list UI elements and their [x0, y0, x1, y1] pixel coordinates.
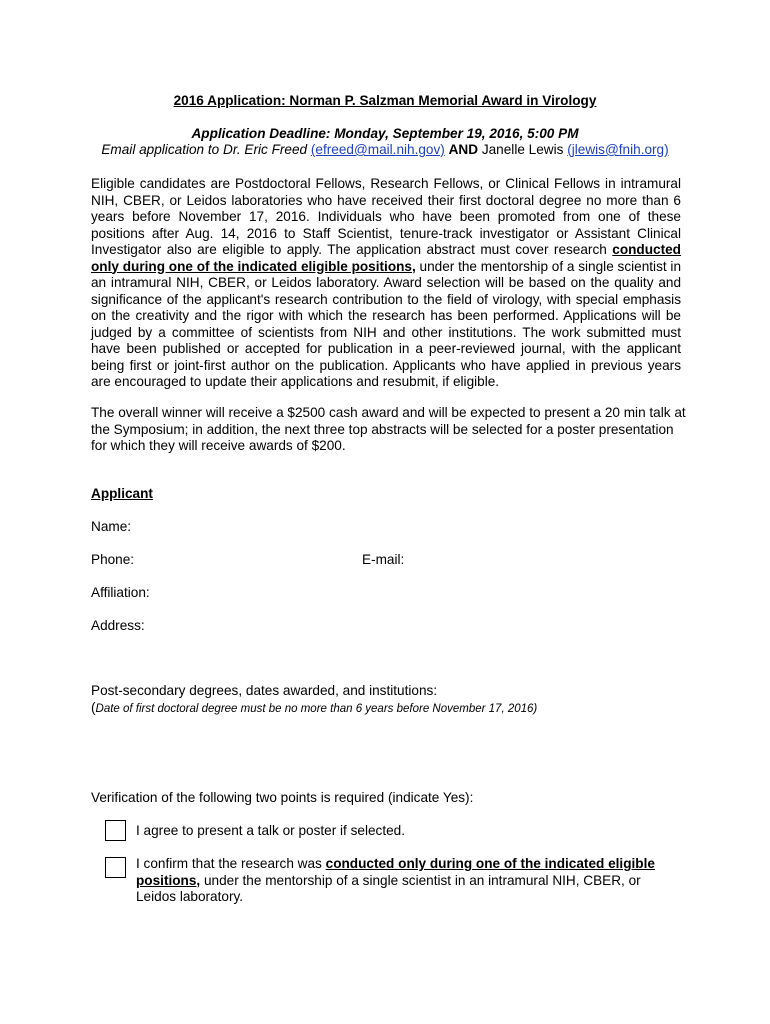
confirm-research-checkbox[interactable] [105, 857, 126, 878]
eligibility-text-part1: Eligible candidates are Postdoctoral Fellows, Research Fellows, or Clinical Fellows in intramural NIH, CBER, or Leidos laboratories who have received their first doctoral degree no more than 6 years before November 17, 2016. Individuals who have been promoted from one of these positions after Aug. 14, 2016 to Staff Scientist, tenure-track investigator or Assistant Clinical Investigator also are eligible to apply. The application abstract must cover research [91, 176, 681, 257]
agree-present-text: I agree to present a talk or poster if selected. [136, 823, 406, 838]
email-instructions [0, 142, 770, 159]
verification-label: Verification of the following two points is required (indicate Yes): [91, 790, 474, 805]
eligibility-text-part2: under the mentorship of a single scientist in an intramural NIH, CBER, or Leidos laboratory. Award selection will be based on the quality and significance of the applicant's research contribution to the field of virology, with special emphasis on the creativity and the rigor with which the research has been performed. Applications will be judged by a committee of scientists from NIH and other institutions. The work submitted must have been published or accepted for publication in a peer-reviewed journal, with the applicant being first or joint-first author on the publication. Applicants who have applied in previous years are encouraged to update their applications and resubmit, if eligible. [91, 258, 682, 389]
degrees-note-paren: ( [91, 700, 96, 715]
eligibility-emphasis: conducted only during one of the indicated eligible positions, [91, 242, 681, 274]
address-label: Address: [91, 618, 145, 633]
efreed-email-link[interactable]: (efreed@mail.nih.gov) [310, 142, 445, 157]
name-label: Name: [91, 519, 132, 534]
email-instructions-label: Email application to Dr. Eric Freed [101, 142, 308, 157]
agree-present-checkbox[interactable] [105, 820, 126, 841]
document-title: 2016 Application: Norman P. Salzman Memorial Award in Virology [173, 93, 597, 108]
application-deadline: Application Deadline: Monday, September 19, 2016, 5:00 PM [191, 126, 579, 141]
award-paragraph: The overall winner will receive a $2500 cash award and will be expected to present a 20 min talk at the Symposium; in addition, the next three top abstracts will be selected for a poster presentation for which they will receive awards of $200. [91, 405, 686, 453]
confirm-text-emphasis: conducted only during one of the indicated eligible positions, [136, 856, 655, 888]
degrees-note [91, 700, 537, 718]
confirm-text-pre: I confirm that the research was [136, 856, 322, 871]
confirm-research-text [136, 856, 676, 906]
degrees-note-text: Date of first doctoral degree must be no more than 6 years before November 17, 2016) [95, 703, 538, 715]
eligibility-paragraph [91, 176, 681, 391]
confirm-text-post: under the mentorship of a single scientist in an intramural NIH, CBER, or Leidos laboratory. [136, 872, 641, 904]
and-text: AND [448, 142, 479, 157]
jlewis-email-link[interactable]: (jlewis@fnih.org) [567, 142, 669, 157]
degrees-label: Post-secondary degrees, dates awarded, and institutions: [91, 683, 438, 698]
applicant-heading: Applicant [91, 486, 153, 501]
second-contact-name: Janelle Lewis [481, 142, 564, 157]
affiliation-label: Affiliation: [91, 585, 150, 600]
email-label: E-mail: [362, 552, 405, 567]
phone-label: Phone: [91, 552, 135, 567]
